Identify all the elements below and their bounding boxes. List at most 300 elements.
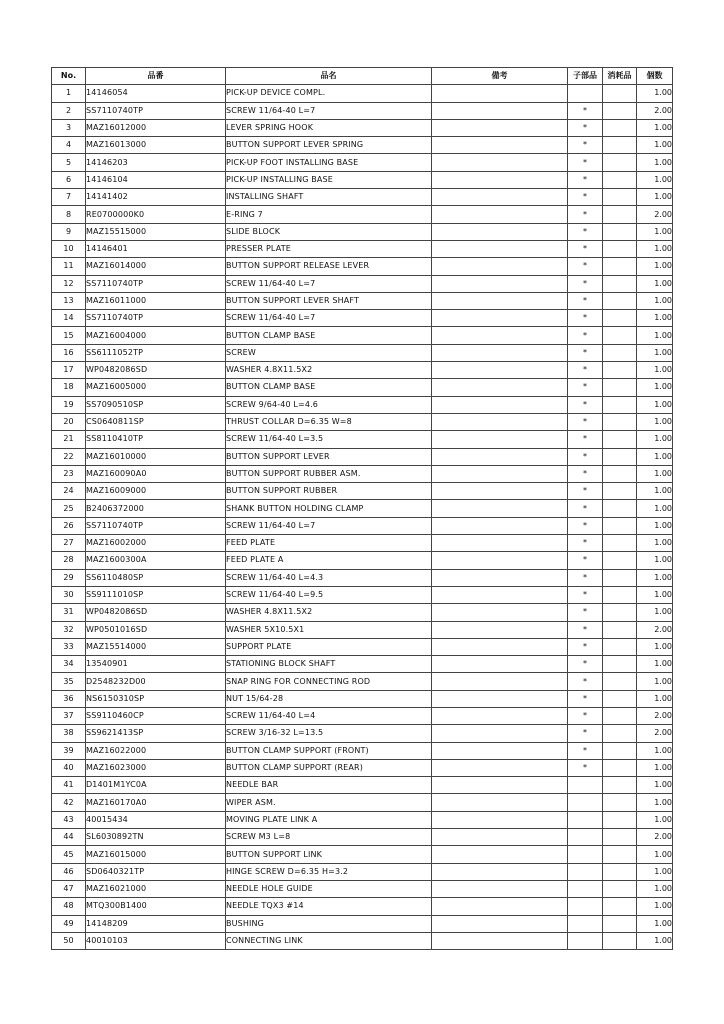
consumable-mark: [603, 552, 637, 569]
row-number: 10: [52, 240, 86, 257]
row-number: 26: [52, 517, 86, 534]
remarks-cell: [432, 586, 568, 603]
child-part-mark: *: [568, 206, 603, 223]
part-number: SS9621413SP: [86, 725, 226, 742]
quantity: 1.00: [637, 846, 673, 863]
parts-list-table: [51, 67, 673, 950]
consumable-mark: [603, 725, 637, 742]
consumable-mark: [603, 880, 637, 897]
quantity: 2.00: [637, 829, 673, 846]
table-row: [52, 517, 673, 534]
part-name: SCREW 11/64-40 L=7: [226, 275, 432, 292]
part-name: E-RING 7: [226, 206, 432, 223]
table-row: [52, 465, 673, 482]
part-number: D2548232D00: [86, 673, 226, 690]
part-name: THRUST COLLAR D=6.35 W=8: [226, 413, 432, 430]
part-number: MAZ16011000: [86, 292, 226, 309]
part-name: BUTTON SUPPORT LINK: [226, 846, 432, 863]
part-name: SCREW 3/16-32 L=13.5: [226, 725, 432, 742]
part-number: MAZ16004000: [86, 327, 226, 344]
remarks-cell: [432, 431, 568, 448]
header-child-part: 子部品: [568, 68, 603, 85]
part-number: MAZ16023000: [86, 759, 226, 776]
part-number: 40010103: [86, 932, 226, 949]
quantity: 2.00: [637, 621, 673, 638]
table-row: [52, 344, 673, 361]
part-name: FEED PLATE: [226, 535, 432, 552]
consumable-mark: [603, 898, 637, 915]
part-number: MAZ16002000: [86, 535, 226, 552]
quantity: 1.00: [637, 119, 673, 136]
remarks-cell: [432, 240, 568, 257]
remarks-cell: [432, 742, 568, 759]
quantity: 1.00: [637, 932, 673, 949]
row-number: 49: [52, 915, 86, 932]
quantity: 1.00: [637, 379, 673, 396]
table-row: [52, 656, 673, 673]
table-row: [52, 362, 673, 379]
row-number: 27: [52, 535, 86, 552]
child-part-mark: *: [568, 413, 603, 430]
quantity: 2.00: [637, 725, 673, 742]
row-number: 4: [52, 137, 86, 154]
child-part-mark: *: [568, 189, 603, 206]
part-number: MAZ16010000: [86, 448, 226, 465]
quantity: 1.00: [637, 863, 673, 880]
consumable-mark: [603, 604, 637, 621]
part-name: SCREW 11/64-40 L=4: [226, 707, 432, 724]
part-number: SS9111010SP: [86, 586, 226, 603]
child-part-mark: [568, 880, 603, 897]
table-header-row: [52, 68, 673, 85]
child-part-mark: *: [568, 586, 603, 603]
table-row: [52, 137, 673, 154]
child-part-mark: *: [568, 292, 603, 309]
remarks-cell: [432, 362, 568, 379]
table-row: [52, 898, 673, 915]
quantity: 1.00: [637, 673, 673, 690]
header-consumable: 消耗品: [603, 68, 637, 85]
table-row: [52, 292, 673, 309]
part-name: SNAP RING FOR CONNECTING ROD: [226, 673, 432, 690]
table-row: [52, 552, 673, 569]
child-part-mark: [568, 777, 603, 794]
quantity: 1.00: [637, 189, 673, 206]
part-name: SCREW M3 L=8: [226, 829, 432, 846]
child-part-mark: *: [568, 310, 603, 327]
row-number: 13: [52, 292, 86, 309]
quantity: 1.00: [637, 362, 673, 379]
row-number: 19: [52, 396, 86, 413]
row-number: 23: [52, 465, 86, 482]
quantity: 1.00: [637, 777, 673, 794]
consumable-mark: [603, 396, 637, 413]
consumable-mark: [603, 656, 637, 673]
child-part-mark: *: [568, 275, 603, 292]
remarks-cell: [432, 932, 568, 949]
quantity: 1.00: [637, 137, 673, 154]
part-name: HINGE SCREW D=6.35 H=3.2: [226, 863, 432, 880]
remarks-cell: [432, 327, 568, 344]
part-name: WASHER 4.8X11.5X2: [226, 362, 432, 379]
consumable-mark: [603, 240, 637, 257]
part-name: SCREW 11/64-40 L=7: [226, 102, 432, 119]
row-number: 36: [52, 690, 86, 707]
part-name: BUTTON SUPPORT LEVER SPRING: [226, 137, 432, 154]
remarks-cell: [432, 344, 568, 361]
child-part-mark: *: [568, 483, 603, 500]
part-name: NUT 15/64-28: [226, 690, 432, 707]
child-part-mark: *: [568, 535, 603, 552]
consumable-mark: [603, 292, 637, 309]
table-row: [52, 275, 673, 292]
part-number: 14148209: [86, 915, 226, 932]
consumable-mark: [603, 137, 637, 154]
part-number: NS6150310SP: [86, 690, 226, 707]
table-row: [52, 413, 673, 430]
part-number: SS9110460CP: [86, 707, 226, 724]
consumable-mark: [603, 932, 637, 949]
row-number: 31: [52, 604, 86, 621]
part-name: WASHER 5X10.5X1: [226, 621, 432, 638]
consumable-mark: [603, 535, 637, 552]
consumable-mark: [603, 275, 637, 292]
table-row: [52, 915, 673, 932]
child-part-mark: [568, 915, 603, 932]
remarks-cell: [432, 517, 568, 534]
remarks-cell: [432, 690, 568, 707]
part-name: BUTTON SUPPORT RUBBER ASM.: [226, 465, 432, 482]
part-number: WP0501016SD: [86, 621, 226, 638]
child-part-mark: *: [568, 102, 603, 119]
part-number: D1401M1YC0A: [86, 777, 226, 794]
table-row: [52, 673, 673, 690]
remarks-cell: [432, 811, 568, 828]
child-part-mark: *: [568, 742, 603, 759]
part-number: SS7110740TP: [86, 275, 226, 292]
part-number: 13540901: [86, 656, 226, 673]
part-number: MAZ16022000: [86, 742, 226, 759]
part-name: MOVING PLATE LINK A: [226, 811, 432, 828]
quantity: 1.00: [637, 517, 673, 534]
quantity: 1.00: [637, 413, 673, 430]
part-name: SCREW 9/64-40 L=4.6: [226, 396, 432, 413]
part-name: BUTTON SUPPORT LEVER: [226, 448, 432, 465]
consumable-mark: [603, 171, 637, 188]
row-number: 28: [52, 552, 86, 569]
table-row: [52, 431, 673, 448]
row-number: 39: [52, 742, 86, 759]
remarks-cell: [432, 137, 568, 154]
quantity: 1.00: [637, 448, 673, 465]
part-number: SS7090510SP: [86, 396, 226, 413]
quantity: 1.00: [637, 638, 673, 655]
header-quantity: 個数: [637, 68, 673, 85]
row-number: 37: [52, 707, 86, 724]
row-number: 46: [52, 863, 86, 880]
quantity: 1.00: [637, 898, 673, 915]
remarks-cell: [432, 863, 568, 880]
remarks-cell: [432, 258, 568, 275]
part-number: MAZ16015000: [86, 846, 226, 863]
quantity: 1.00: [637, 85, 673, 102]
part-number: MAZ16012000: [86, 119, 226, 136]
table-row: [52, 621, 673, 638]
part-number: 40015434: [86, 811, 226, 828]
remarks-cell: [432, 707, 568, 724]
quantity: 1.00: [637, 223, 673, 240]
quantity: 1.00: [637, 292, 673, 309]
remarks-cell: [432, 915, 568, 932]
quantity: 1.00: [637, 258, 673, 275]
part-name: CONNECTING LINK: [226, 932, 432, 949]
part-name: LEVER SPRING HOOK: [226, 119, 432, 136]
row-number: 5: [52, 154, 86, 171]
part-name: SCREW 11/64-40 L=7: [226, 310, 432, 327]
remarks-cell: [432, 535, 568, 552]
part-number: MAZ16009000: [86, 483, 226, 500]
part-name: PRESSER PLATE: [226, 240, 432, 257]
table-row: [52, 742, 673, 759]
consumable-mark: [603, 707, 637, 724]
part-number: SS7110740TP: [86, 102, 226, 119]
remarks-cell: [432, 189, 568, 206]
quantity: 2.00: [637, 102, 673, 119]
row-number: 50: [52, 932, 86, 949]
consumable-mark: [603, 483, 637, 500]
remarks-cell: [432, 552, 568, 569]
part-number: SS7110740TP: [86, 310, 226, 327]
remarks-cell: [432, 846, 568, 863]
child-part-mark: *: [568, 465, 603, 482]
remarks-cell: [432, 206, 568, 223]
remarks-cell: [432, 829, 568, 846]
consumable-mark: [603, 846, 637, 863]
quantity: 2.00: [637, 707, 673, 724]
table-row: [52, 327, 673, 344]
consumable-mark: [603, 517, 637, 534]
part-name: PICK-UP INSTALLING BASE: [226, 171, 432, 188]
row-number: 30: [52, 586, 86, 603]
quantity: 1.00: [637, 811, 673, 828]
consumable-mark: [603, 379, 637, 396]
part-name: BUTTON CLAMP SUPPORT (REAR): [226, 759, 432, 776]
table-row: [52, 206, 673, 223]
part-name: INSTALLING SHAFT: [226, 189, 432, 206]
row-number: 40: [52, 759, 86, 776]
consumable-mark: [603, 638, 637, 655]
child-part-mark: *: [568, 759, 603, 776]
child-part-mark: *: [568, 431, 603, 448]
child-part-mark: [568, 846, 603, 863]
child-part-mark: [568, 863, 603, 880]
child-part-mark: *: [568, 396, 603, 413]
quantity: 1.00: [637, 586, 673, 603]
quantity: 1.00: [637, 569, 673, 586]
remarks-cell: [432, 465, 568, 482]
quantity: 1.00: [637, 327, 673, 344]
header-no: No.: [52, 68, 86, 85]
table-row: [52, 500, 673, 517]
remarks-cell: [432, 569, 568, 586]
consumable-mark: [603, 327, 637, 344]
remarks-cell: [432, 638, 568, 655]
remarks-cell: [432, 171, 568, 188]
part-number: MAZ16021000: [86, 880, 226, 897]
quantity: 1.00: [637, 915, 673, 932]
consumable-mark: [603, 189, 637, 206]
child-part-mark: *: [568, 223, 603, 240]
row-number: 41: [52, 777, 86, 794]
child-part-mark: [568, 932, 603, 949]
table-row: [52, 880, 673, 897]
part-number: CS0640811SP: [86, 413, 226, 430]
remarks-cell: [432, 777, 568, 794]
remarks-cell: [432, 759, 568, 776]
part-name: BUTTON CLAMP BASE: [226, 327, 432, 344]
child-part-mark: *: [568, 119, 603, 136]
part-name: PICK-UP DEVICE COMPL.: [226, 85, 432, 102]
part-number: SD0640321TP: [86, 863, 226, 880]
remarks-cell: [432, 483, 568, 500]
consumable-mark: [603, 586, 637, 603]
consumable-mark: [603, 102, 637, 119]
consumable-mark: [603, 742, 637, 759]
consumable-mark: [603, 223, 637, 240]
part-number: SS8110410TP: [86, 431, 226, 448]
row-number: 14: [52, 310, 86, 327]
part-name: NEEDLE BAR: [226, 777, 432, 794]
quantity: 1.00: [637, 742, 673, 759]
row-number: 3: [52, 119, 86, 136]
consumable-mark: [603, 448, 637, 465]
child-part-mark: *: [568, 379, 603, 396]
header-remarks: 備考: [432, 68, 568, 85]
quantity: 1.00: [637, 344, 673, 361]
row-number: 21: [52, 431, 86, 448]
part-number: MAZ16005000: [86, 379, 226, 396]
quantity: 1.00: [637, 396, 673, 413]
remarks-cell: [432, 673, 568, 690]
row-number: 25: [52, 500, 86, 517]
part-number: SS6111052TP: [86, 344, 226, 361]
quantity: 1.00: [637, 154, 673, 171]
quantity: 1.00: [637, 310, 673, 327]
remarks-cell: [432, 898, 568, 915]
table-row: [52, 604, 673, 621]
table-row: [52, 119, 673, 136]
remarks-cell: [432, 413, 568, 430]
row-number: 18: [52, 379, 86, 396]
part-number: 14146401: [86, 240, 226, 257]
consumable-mark: [603, 829, 637, 846]
remarks-cell: [432, 621, 568, 638]
part-name: SCREW 11/64-40 L=7: [226, 517, 432, 534]
table-row: [52, 310, 673, 327]
part-number: WP0482086SD: [86, 362, 226, 379]
remarks-cell: [432, 154, 568, 171]
part-name: BUTTON SUPPORT LEVER SHAFT: [226, 292, 432, 309]
table-row: [52, 189, 673, 206]
consumable-mark: [603, 413, 637, 430]
table-row: [52, 638, 673, 655]
child-part-mark: *: [568, 171, 603, 188]
child-part-mark: [568, 898, 603, 915]
part-number: MAZ160090A0: [86, 465, 226, 482]
child-part-mark: *: [568, 621, 603, 638]
part-number: 14146104: [86, 171, 226, 188]
table-row: [52, 759, 673, 776]
remarks-cell: [432, 85, 568, 102]
consumable-mark: [603, 777, 637, 794]
row-number: 42: [52, 794, 86, 811]
part-name: STATIONING BLOCK SHAFT: [226, 656, 432, 673]
row-number: 29: [52, 569, 86, 586]
table-row: [52, 535, 673, 552]
quantity: 1.00: [637, 535, 673, 552]
child-part-mark: *: [568, 517, 603, 534]
part-name: SCREW 11/64-40 L=9.5: [226, 586, 432, 603]
part-number: MAZ16013000: [86, 137, 226, 154]
consumable-mark: [603, 500, 637, 517]
row-number: 12: [52, 275, 86, 292]
row-number: 34: [52, 656, 86, 673]
child-part-mark: *: [568, 327, 603, 344]
consumable-mark: [603, 690, 637, 707]
child-part-mark: *: [568, 604, 603, 621]
row-number: 20: [52, 413, 86, 430]
row-number: 35: [52, 673, 86, 690]
part-name: BUSHING: [226, 915, 432, 932]
row-number: 7: [52, 189, 86, 206]
table-row: [52, 154, 673, 171]
part-name: SHANK BUTTON HOLDING CLAMP: [226, 500, 432, 517]
row-number: 33: [52, 638, 86, 655]
quantity: 1.00: [637, 483, 673, 500]
row-number: 8: [52, 206, 86, 223]
row-number: 38: [52, 725, 86, 742]
child-part-mark: *: [568, 673, 603, 690]
part-number: MAZ1600300A: [86, 552, 226, 569]
quantity: 1.00: [637, 794, 673, 811]
part-number: 14146054: [86, 85, 226, 102]
row-number: 9: [52, 223, 86, 240]
row-number: 24: [52, 483, 86, 500]
table-row: [52, 863, 673, 880]
table-row: [52, 794, 673, 811]
part-number: MAZ16014000: [86, 258, 226, 275]
part-number: MAZ15515000: [86, 223, 226, 240]
consumable-mark: [603, 569, 637, 586]
part-number: 14146203: [86, 154, 226, 171]
child-part-mark: *: [568, 569, 603, 586]
quantity: 1.00: [637, 604, 673, 621]
consumable-mark: [603, 310, 637, 327]
part-number: MAZ15514000: [86, 638, 226, 655]
table-row: [52, 379, 673, 396]
child-part-mark: *: [568, 362, 603, 379]
consumable-mark: [603, 465, 637, 482]
remarks-cell: [432, 880, 568, 897]
header-part-name: 品名: [226, 68, 432, 85]
consumable-mark: [603, 362, 637, 379]
child-part-mark: *: [568, 240, 603, 257]
table-row: [52, 569, 673, 586]
remarks-cell: [432, 223, 568, 240]
row-number: 22: [52, 448, 86, 465]
consumable-mark: [603, 915, 637, 932]
remarks-cell: [432, 275, 568, 292]
